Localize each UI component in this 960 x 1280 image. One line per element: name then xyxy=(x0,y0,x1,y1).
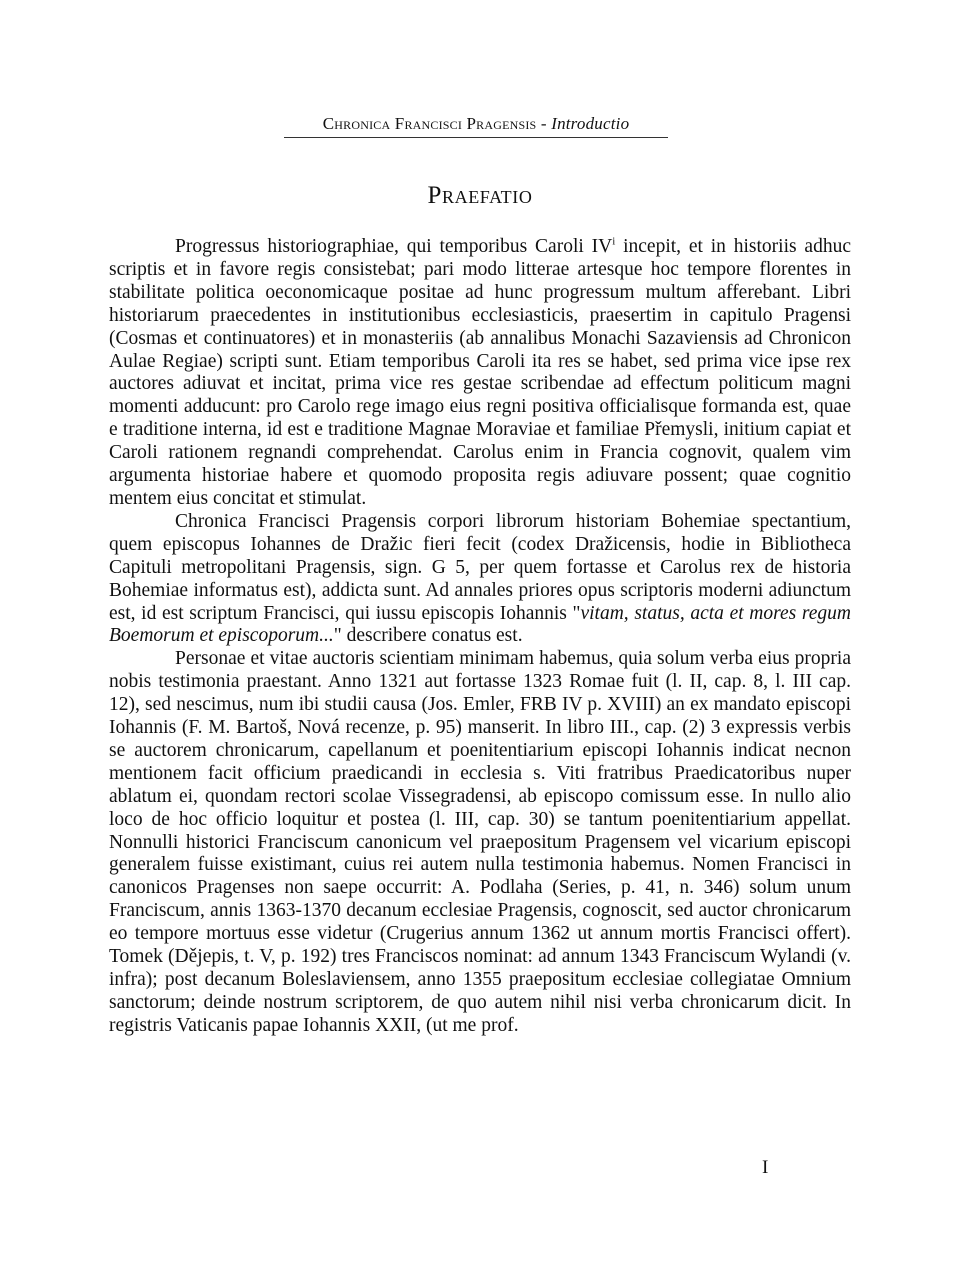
paragraph-1-a: Progressus historiographiae, qui temporibus Caroli IV xyxy=(175,236,613,257)
paragraph-1 xyxy=(109,236,851,511)
running-head-section: Introductio xyxy=(551,114,630,133)
paragraph-2-a: Chronica Francisci Pragensis corpori librorum historiam Bohemiae spectantium, quem episcopus Iohannes de Dražic fieri fecit (codex Dražicensis, hodie in Bibliotheca Capituli metropolitani Pragensis, sign. G 5, per quem fortasse et Carolus rex de historia Bohemiae informatus est), addicta sunt. Ad annales priores opus scriptoris moderni adiunctum est, id est scriptum Francisci, qui iussu episcopis Iohannis " xyxy=(109,510,851,624)
running-head-separator: - xyxy=(536,114,552,133)
body-text xyxy=(109,236,851,1038)
page-number: I xyxy=(762,1157,769,1178)
paragraph-2-b: " describere conatus est. xyxy=(333,625,523,647)
footnote-marker: i xyxy=(612,235,616,248)
paragraph-3: Personae et vitae auctoris scientiam minimam habemus, quia solum verba eius propria nobis testimonia praestant. Anno 1321 aut fortasse 1323 Romae fuit (l. II, cap. 8, l. III cap. 12), sed nescimus, num ibi studii causa (Jos. Emler, FRB IV p. XVIII) an ex mandato episcopi Iohannis (F. M. Bartoš, Nová recenze, p. 95) manserit. In libro III., cap. (2) 3 expressis verbis se auctorem chronicarum, capellanum et poenitentiarium episcopi Iohannis indicat necnon mentionem facit officium praedicandi in ecclesia s. Viti fratribus Praedicatoribus nuper ablatum ei, quondam rectori scolae Vissegradensi, ab episcopo comissum esse. In nullo alio loco de hoc officio loquitur et postea (l. III, cap. 30) se tantum poenitentiarium appellat. Nonnulli historici Franciscum canonicum vel praepositum Pragensem vel vicarium episcopi generalem fuisse existimant, cuius rei autem nulla testimonia habemus. Nomen Francisci in canonicos Pragenses non saepe occurrit: A. Podlaha (Series, p. 41, n. 346) solum unum Franciscum, annis 1363-1370 decanum ecclesiae Pragensis, cognoscit, sed auctor chronicarum eo tempore mortuus esse videtur (Crugerius annum 1362 ut annum mortis Francisci offert). Tomek (Dějepis, t. V, p. 192) tres Franciscos nominat: ad annum 1343 Franciscum Wylandi (v. infra); post decanum Boleslaviensem, anno 1355 praepositum ecclesiae collegiatae Omnium sanctorum; deinde nostrum scriptorem, de quo autem nihil nisi verba chronicarum dicit. In registris Vaticanis papae Iohannis XXII, (ut me prof. xyxy=(109,648,851,1036)
paragraph-1-b: incepit, et in historiis adhuc scriptis et in favore regis consistebat; pari modo litterae artesque hoc tempore florentes in stabilitate politica oeconomicaque positae ad hunc progressum multum afferebant. Libri historiarum praecedentes in institutionibus ecclesiasticis, praesertim in capitulo Pragensi (Cosmas et continuatores) et in monasteriis (ab annalibus Monachi Sazaviensis ad Chronicon Aulae Regiae) scripti sunt. Etiam temporibus Caroli ita res se habet, sed prima vice ipse rex auctores adiuvat et incitat, prima vice res gestae scribendae ad effectum politicum magni momenti adducunt: pro Carolo rege imago eius regni positiva officialisque formanda est, quae e traditione interna, id est e traditione Magnae Moraviae et familiae Přemysli, initium capiat et Caroli rationem regnandi comprehendat. Carolus enim in Francia cognovit, qualem vim argumenta historiae habere et quomodo proposita regis adiuvare possent; quae cognitio mentem eius concitat et stimulat. xyxy=(109,236,851,509)
running-head-title: Chronica Francisci Pragensis xyxy=(322,114,537,133)
page-title: Praefatio xyxy=(427,182,533,209)
running-head xyxy=(284,114,668,138)
paragraph-2-quote: vitam, status, acta et mores regum Boemorum et episcoporum... xyxy=(109,602,851,647)
paragraph-2 xyxy=(109,511,851,648)
